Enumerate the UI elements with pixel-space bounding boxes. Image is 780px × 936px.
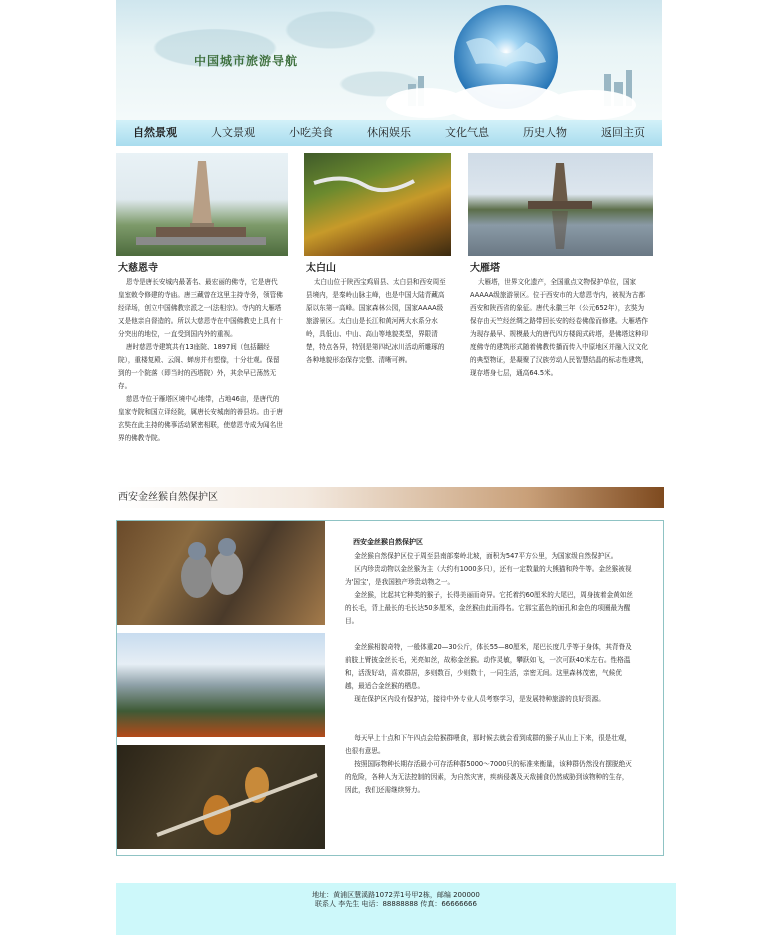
mountain-photo (117, 633, 325, 737)
attraction-name: 大雁塔 (470, 263, 500, 274)
attraction-description (116, 276, 288, 445)
section-title-bar: 西安金丝猴自然保护区 (116, 487, 664, 508)
reserve-description (345, 536, 635, 797)
site-title: 中国城市旅游导航 (194, 54, 299, 68)
paragraph: 唐时慈恩寺建筑共有13座院、1897间（包括翻经院），重楼复殿、云阁、蝉房并有塑像，十分壮观。保留到的一个院落（即当时的西塔院）外，其余早已荡然无存。 (118, 343, 280, 390)
paragraph: 太白山位于陕西宝鸡眉县、太白县和西安周至县境内，是秦岭山脉主峰，也是中国大陆青藏高原以东第一高峰。国家森林公园，国家AAAA级旅游景区。太白山是长江和黄河两大水系分水岭，具低山、中山、高山等地貌类型，界限清楚，特点各异，特别是第四纪冰川活动所雕琢的各种地貌形态保存完整、清晰可辨。 (306, 278, 446, 364)
main-nav (116, 120, 662, 146)
paragraph: 现在保护区内设有保护站，接待中外专业人员考察学习，是发展特种旅游的良好资源。 (354, 695, 605, 703)
paragraph: 金丝猴，比起其它种类的猴子，长得美丽而奇异。它托着约60厘米的大尾巴，周身披着金黄如丝的长毛，背上最长的毛长达50多厘米，金丝猴由此而得名。它那宝蓝色的面孔和金色的项圈最为醒目。 (345, 591, 633, 625)
attraction-name: 大慈恩寺 (118, 263, 158, 274)
attraction-card (468, 153, 653, 380)
attraction-name: 太白山 (306, 263, 336, 274)
footer-contact: 联系人 李先生 电话：88888888 传真：66666666 (315, 900, 477, 908)
monkey-icon (117, 745, 325, 849)
pagoda-icon (468, 153, 653, 256)
pagoda-icon (116, 153, 288, 256)
paragraph: 每天早上十点和下午四点会给猴群喂食，那时候去就会看到成群的猴子从山上下来，很是壮观，也很有意思。 (345, 734, 632, 755)
attraction-description (304, 276, 451, 367)
attraction-photo (468, 153, 653, 256)
header-banner (116, 0, 662, 120)
mountain-icon (304, 153, 451, 256)
nav-snacks[interactable]: 小吃美食 (289, 126, 333, 139)
monkey-photo (117, 745, 325, 849)
nav-home[interactable]: 返回主页 (601, 126, 645, 139)
nav-history-figures[interactable]: 历史人物 (523, 126, 567, 139)
monkey-icon (117, 521, 325, 625)
nav-culture[interactable]: 文化气息 (445, 126, 489, 139)
paragraph: 金丝猴相貌奇特，一般体重20—30公斤，体长55—80厘米，尾巴长度几乎等于身体，其背脊及前肢上臂披金丝长毛，光亮如丝，故称金丝猴。动作灵敏，攀跃如飞，一次可跃40米左右。性格温和，活泼好动，喜欢群居，多则数百，少则数十，一同生活，亲密无间。这里森林茂密，气候优越，最适合金丝猴的栖息。 (345, 643, 632, 690)
footer (116, 883, 676, 935)
monkey-photo (117, 521, 325, 625)
nav-leisure[interactable]: 休闲娱乐 (367, 126, 411, 139)
attraction-card (116, 153, 288, 445)
cloud (546, 90, 636, 120)
paragraph: 区内珍贵动物以金丝猴为主（大约有1000多只），还有一定数量的大熊猫和羚牛等。金丝猴被视为'国宝'，是我国独产珍贵动物之一。 (345, 565, 632, 586)
attraction-card (304, 153, 451, 367)
footer-address: 地址：黄浦区慧溪路1072弄1号甲2栋，邮编 200000 (312, 891, 480, 899)
nav-natural-scenery[interactable]: 自然景观 (133, 126, 177, 139)
paragraph: 恩寺是唐长安城内最著名、最宏丽的佛寺，它是唐代皇室敕令修建的寺庙。唐三藏曾在这里主持寺务，领管佛经译场，创立中国佛教宗派之一(法相宗)。寺内的大雁塔又是他亲自督造的。所以大慈恩寺在中国佛教史上具有十分突出的地位，一直受到国内外的重视。 (118, 278, 283, 338)
reserve-heading: 西安金丝猴自然保护区 (353, 538, 423, 546)
paragraph: 慈恩寺位于雁塔区境中心地带，占地46亩，是唐代的皇家寺院和国立译经院，属唐长安城南的善县坊。由于唐玄奘在此主持的佛事活动紧密相联，使慈恩寺成为闻名世界的佛教寺院。 (118, 395, 283, 442)
attraction-photo (116, 153, 288, 256)
attraction-photo (304, 153, 451, 256)
attraction-description (468, 276, 653, 380)
paragraph: 金丝猴自然保护区位于周至县南部秦岭北坡，面积为547平方公里，为国家级自然保护区。 (354, 552, 618, 560)
paragraph: 按照国际物种长期存活最小可存活种群5000～7000只的标准来衡量，该种群仍然没有摆脱绝灭的危险，各种人为无法控制的因素，为自然灾害，疾病侵袭及天敌捕食仍然威胁到该物种的生存，因此，我们还需继续努力。 (345, 760, 632, 794)
nav-cultural-scenery[interactable]: 人文景观 (211, 126, 255, 139)
paragraph: 大雁塔，世界文化遗产，全国重点文物保护单位，国家AAAAA级旅游景区。位于西安市的大慈恩寺内，被视为古都西安和陕西省的象征。唐代永徽三年（公元652年），玄奘为保存由天竺经丝绸之路带回长安的经卷佛像而修建。大雁塔作为现存最早、规模最大的唐代四方楼阁式砖塔，是佛塔这种印度佛寺的建筑形式随着佛教传播而传入中原地区并融入汉文化的典型物证，是凝聚了汉族劳动人民智慧结晶的标志性建筑，现存塔身七层，通高64.5米。 (470, 278, 649, 377)
reserve-panel (116, 520, 664, 856)
